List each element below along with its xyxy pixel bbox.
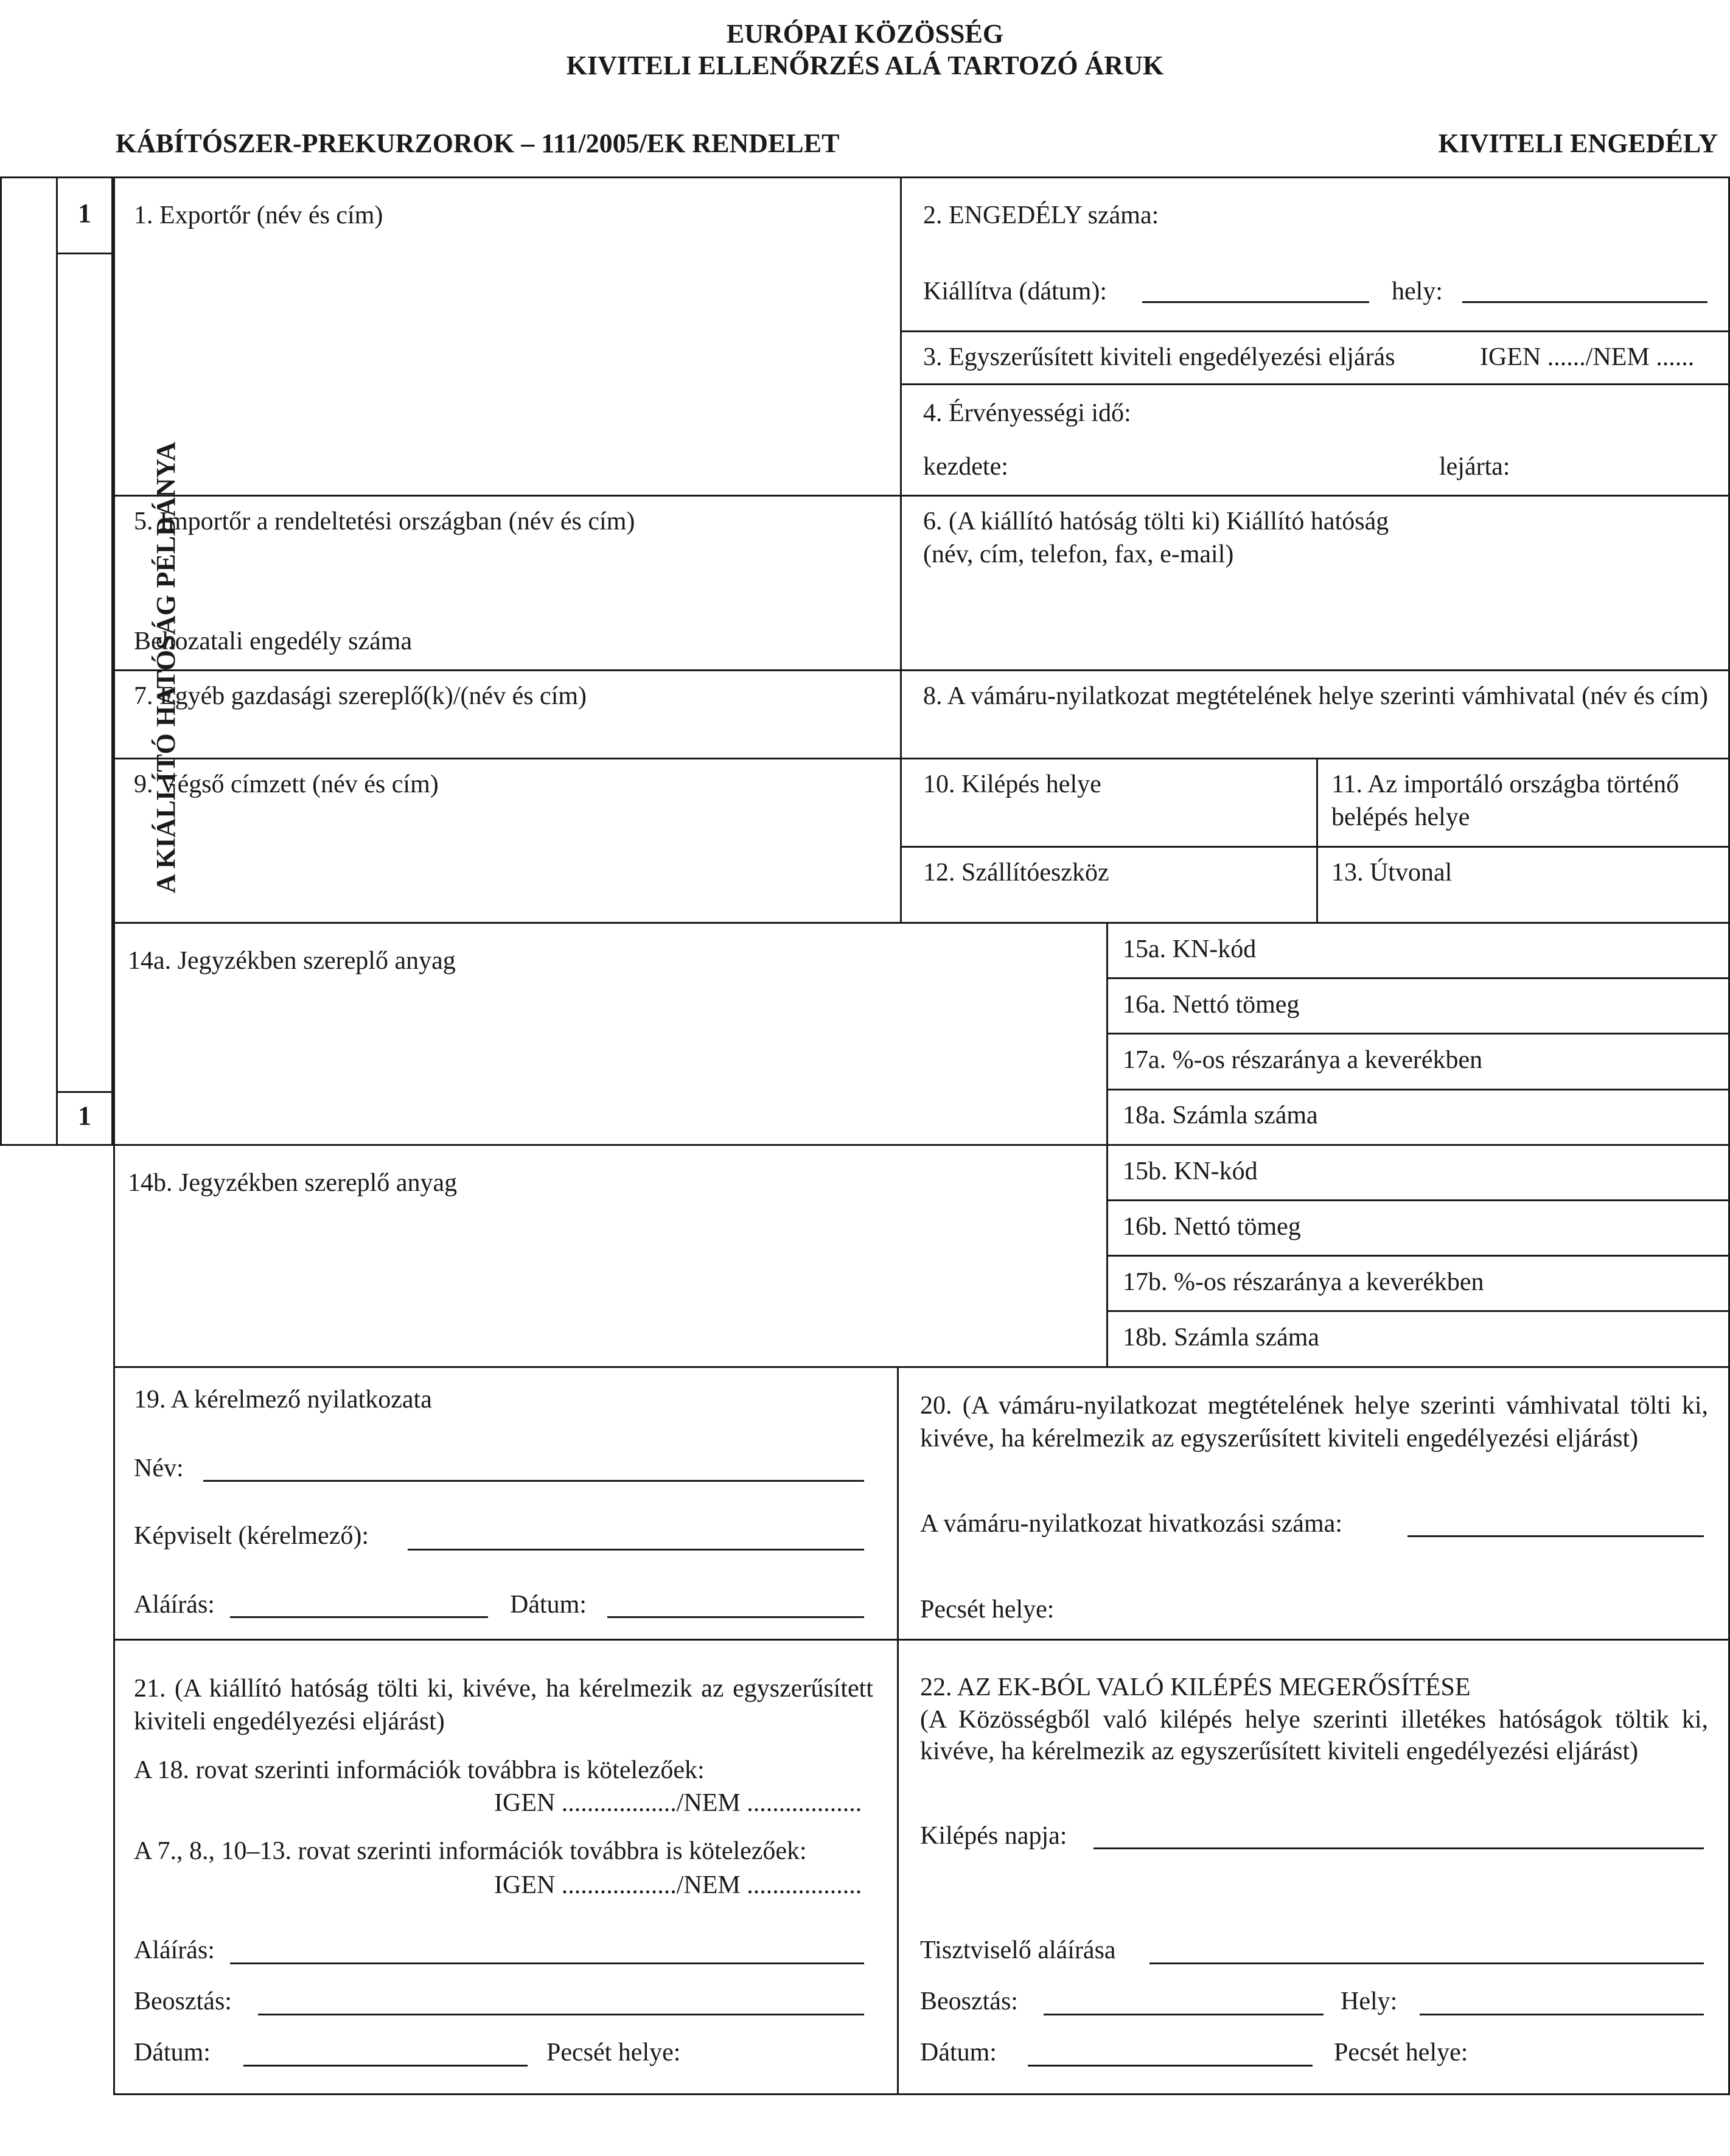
field-3-options[interactable]: IGEN ....../NEM ...... bbox=[1480, 343, 1695, 371]
field-15a-cn-code: 15a. KN-kód bbox=[1123, 935, 1257, 963]
field-22-place-label: Hely: bbox=[1341, 1987, 1398, 2015]
field-19-signature-line[interactable] bbox=[230, 1616, 488, 1618]
field-4-start-label: kezdete: bbox=[923, 453, 1008, 481]
line-15a bbox=[1106, 977, 1728, 979]
copy-strip-top-line bbox=[56, 253, 113, 254]
field-12-transport: 12. Szállítóeszköz bbox=[923, 859, 1109, 887]
grid-bottom bbox=[113, 2093, 1730, 2095]
field-19-name-label: Név: bbox=[134, 1454, 184, 1482]
line-row-7 bbox=[113, 669, 1730, 671]
field-21-date-line[interactable] bbox=[243, 2065, 528, 2067]
field-6-issuing-authority: 6. (A kiállító hatóság tölti ki) Kiállító hatóság bbox=[923, 508, 1389, 536]
line-row-5 bbox=[113, 495, 1730, 497]
field-19-date-line[interactable] bbox=[607, 1616, 864, 1618]
field-22-date-line[interactable] bbox=[1028, 2065, 1313, 2067]
field-22-exit-confirmation-title: 22. AZ EK-BÓL VALÓ KILÉPÉS MEGERŐSÍTÉSE bbox=[920, 1673, 1471, 1701]
line-16a bbox=[1106, 1033, 1728, 1034]
col-19-20 bbox=[897, 1366, 899, 2093]
field-18b-invoice-number: 18b. Számla száma bbox=[1123, 1324, 1320, 1352]
field-19-date-label: Dátum: bbox=[510, 1591, 587, 1619]
field-3-simplified-procedure: 3. Egyszerűsített kiviteli engedélyezési eljárás bbox=[923, 343, 1395, 371]
field-19-represented-line[interactable] bbox=[408, 1549, 864, 1551]
field-8-customs-office: 8. A vámáru-nyilatkozat megtételének helye szerinti vámhivatal (név és cím) bbox=[923, 682, 1708, 710]
field-5-importer: 5. Importőr a rendeltetési országban (név és cím) bbox=[134, 508, 635, 536]
field-2-issued-date-line[interactable] bbox=[1142, 301, 1369, 303]
field-22-position-label: Beosztás: bbox=[920, 1987, 1018, 2015]
field-21-signature-line[interactable] bbox=[230, 1962, 864, 1964]
line-15b bbox=[1106, 1199, 1728, 1201]
field-4-validity: 4. Érvényességi idő: bbox=[923, 399, 1131, 427]
field-5-import-permit-label: Behozatali engedély száma bbox=[134, 627, 413, 655]
field-20-customs-office: 20. (A vámáru-nyilatkozat megtételének helye szerinti vámhivatal tölti ki, kivéve, ha kérelmezik az egyszerűsített kiviteli engedélyezési eljárást) bbox=[920, 1392, 1708, 1453]
field-22-stamp-label: Pecsét helye: bbox=[1334, 2039, 1468, 2067]
field-21-stamp-label: Pecsét helye: bbox=[546, 2039, 681, 2067]
field-15b-cn-code: 15b. KN-kód bbox=[1123, 1157, 1258, 1185]
header-line-1: EURÓPAI KÖZÖSSÉG bbox=[726, 19, 1004, 49]
field-2-place-label: hely: bbox=[1392, 277, 1443, 305]
regulation-title: KÁBÍTÓSZER-PREKURZOROK – 111/2005/EK RENDELET bbox=[116, 128, 840, 158]
col-14-15 bbox=[1106, 922, 1108, 1366]
line-2-3 bbox=[900, 330, 1730, 332]
field-2-permit-number: 2. ENGEDÉLY száma: bbox=[923, 201, 1159, 229]
field-21-position-label: Beosztás: bbox=[134, 1987, 232, 2015]
field-21-signature-label: Aláírás: bbox=[134, 1936, 215, 1964]
copy-strip-bottom-line bbox=[56, 1091, 113, 1093]
field-21-box18-info-label: A 18. rovat szerinti információk továbbra is kötelezőek: bbox=[134, 1756, 705, 1784]
field-22-position-line[interactable] bbox=[1044, 2014, 1324, 2015]
line-row-9 bbox=[113, 758, 1730, 759]
field-21-box7-options[interactable]: IGEN ................../NEM .................. bbox=[494, 1871, 862, 1899]
line-row-14b bbox=[113, 1144, 1730, 1146]
field-1-exporter: 1. Exportőr (név és cím) bbox=[134, 201, 383, 229]
field-2-place-line[interactable] bbox=[1462, 301, 1707, 303]
field-22-exit-date-label: Kilépés napja: bbox=[920, 1822, 1067, 1850]
grid-left-lower bbox=[113, 1146, 115, 2095]
line-row-19 bbox=[113, 1366, 1730, 1368]
field-22-official-signature-label: Tisztviselő aláírása bbox=[920, 1936, 1116, 1964]
field-19-name-line[interactable] bbox=[203, 1480, 864, 1482]
grid-left-upper bbox=[113, 176, 115, 1146]
field-9-final-consignee: 9. Végső címzett (név és cím) bbox=[134, 770, 439, 798]
line-row-21 bbox=[113, 1639, 1730, 1641]
field-21-box7-info-label: A 7., 8., 10–13. rovat szerinti információk továbbra is kötelezőek: bbox=[134, 1837, 807, 1865]
field-21-issuing-authority: 21. (A kiállító hatóság tölti ki, kivéve, ha kérelmezik az egyszerűsített kiviteli engedélyezési eljárást) bbox=[134, 1675, 873, 1736]
field-10-exit-point: 10. Kilépés helye bbox=[923, 770, 1101, 798]
field-4-end-label: lejárta: bbox=[1439, 453, 1510, 481]
copy-number-top: 1 bbox=[78, 198, 91, 228]
field-21-position-line[interactable] bbox=[258, 2014, 864, 2015]
field-22-place-line[interactable] bbox=[1420, 2014, 1704, 2015]
field-21-date-label: Dátum: bbox=[134, 2039, 211, 2067]
copy-number-bottom: 1 bbox=[78, 1101, 91, 1131]
field-18a-invoice-number: 18a. Számla száma bbox=[1123, 1101, 1318, 1129]
field-19-signature-label: Aláírás: bbox=[134, 1591, 215, 1619]
line-17a bbox=[1106, 1089, 1728, 1090]
field-22-date-label: Dátum: bbox=[920, 2039, 997, 2067]
field-14a-scheduled-substance: 14a. Jegyzékben szereplő anyag bbox=[128, 947, 456, 975]
grid-top bbox=[113, 176, 1730, 178]
col-10-11 bbox=[1316, 758, 1318, 922]
field-16a-net-mass: 16a. Nettó tömeg bbox=[1123, 991, 1300, 1019]
field-14b-scheduled-substance: 14b. Jegyzékben szereplő anyag bbox=[128, 1169, 458, 1197]
line-16b bbox=[1106, 1255, 1728, 1257]
line-3-4 bbox=[900, 383, 1730, 385]
field-20-reference-line[interactable] bbox=[1407, 1535, 1704, 1537]
field-20-reference-label: A vámáru-nyilatkozat hivatkozási száma: bbox=[920, 1510, 1342, 1538]
field-11-entry-point: 11. Az importáló országba történő belépés helye bbox=[1331, 770, 1679, 831]
field-17b-percentage: 17b. %-os részaránya a keverékben bbox=[1123, 1268, 1484, 1296]
copy-label: A KIÁLLÍTÓ HATÓSÁG PÉLDÁNYA bbox=[151, 441, 181, 894]
field-19-applicant-declaration: 19. A kérelmező nyilatkozata bbox=[134, 1386, 432, 1414]
field-21-box18-options[interactable]: IGEN ................../NEM .................. bbox=[494, 1789, 862, 1817]
field-22-exit-date-line[interactable] bbox=[1093, 1847, 1704, 1849]
field-19-represented-label: Képviselt (kérelmező): bbox=[134, 1522, 369, 1550]
field-17a-percentage: 17a. %-os részaránya a keverékben bbox=[1123, 1046, 1483, 1074]
field-13-route: 13. Útvonal bbox=[1331, 859, 1453, 887]
line-17b bbox=[1106, 1310, 1728, 1312]
line-row-14a bbox=[113, 922, 1730, 924]
field-7-other-operators: 7. Egyéb gazdasági szereplő(k)/(név és cím) bbox=[134, 682, 587, 710]
field-6-contact-details: (név, cím, telefon, fax, e-mail) bbox=[923, 540, 1234, 568]
copy-strip-divider bbox=[56, 176, 58, 1146]
field-16b-net-mass: 16b. Nettó tömeg bbox=[1123, 1213, 1301, 1241]
field-22-description: (A Közösségből való kilépés helye szerinti illetékes hatóságok töltik ki, kivéve, ha kérelmezik az egyszerűsített kiviteli engedélyezési eljárást) bbox=[920, 1706, 1708, 1765]
document-type-title: KIVITELI ENGEDÉLY bbox=[1438, 128, 1718, 158]
line-row-12 bbox=[900, 846, 1730, 848]
field-2-issued-label: Kiállítva (dátum): bbox=[923, 277, 1107, 305]
field-22-official-signature-line[interactable] bbox=[1149, 1962, 1704, 1964]
header-line-2: KIVITELI ELLENŐRZÉS ALÁ TARTOZÓ ÁRUK bbox=[566, 51, 1164, 80]
col-main-upper bbox=[900, 176, 902, 924]
field-20-stamp-label: Pecsét helye: bbox=[920, 1596, 1055, 1624]
